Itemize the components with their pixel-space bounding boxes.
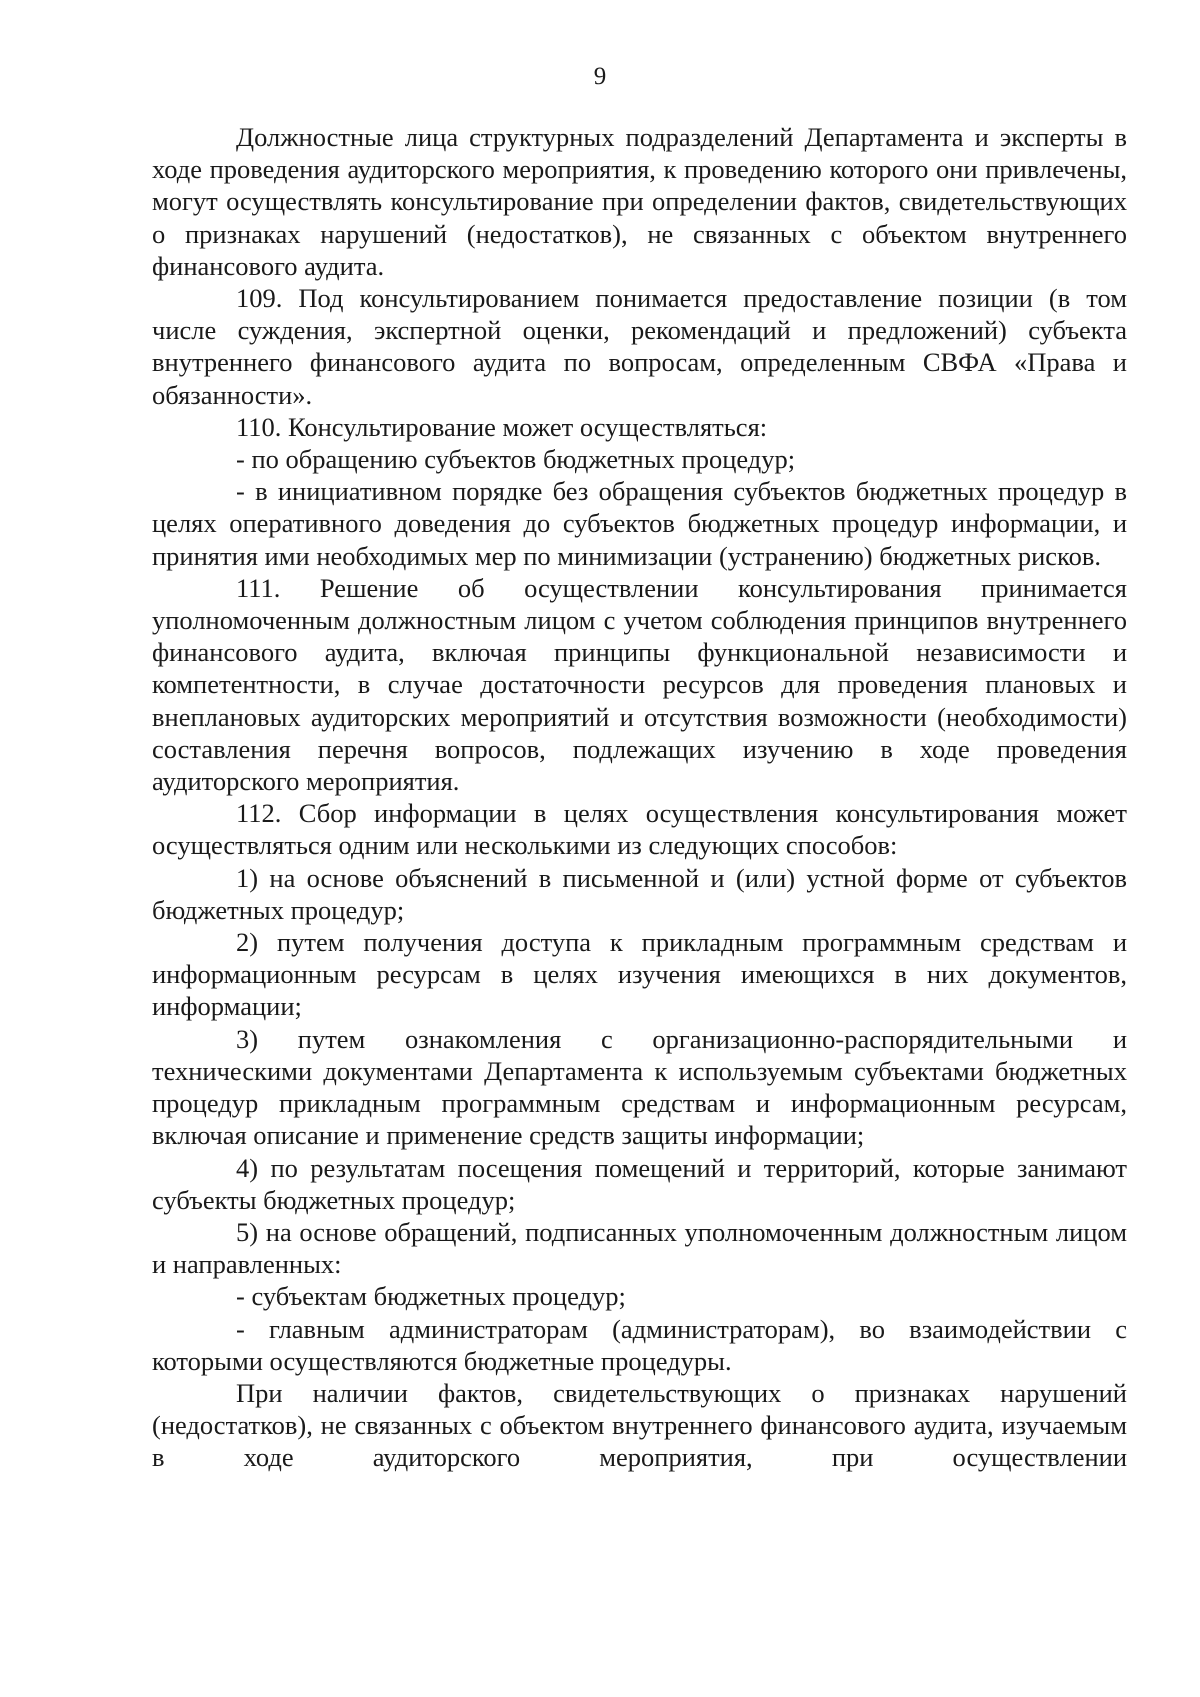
paragraph-consultation-by-officials: Должностные лица структурных подразделений Департамента и эксперты в ходе проведения аудиторского мероприятия, к проведению которого они привлечены, могут осуществлять консультирование при определении фактов, свидетельствующих о признаках нарушений (недостатков), не связанных с объектом внутреннего финансового аудита. [152,122,1127,281]
list-item-method-3: 3) путем ознакомления с организационно-распорядительными и техническими документами Департамента к используемым субъектами бюджетных процедур прикладным программным средствам и информационным ресурсам, включая описание и применение средств защиты информации; [152,1023,1127,1151]
sub-item-budget-subjects: - субъектам бюджетных процедур; [236,1281,626,1312]
list-item-method-4: 4) по результатам посещения помещений и территорий, которые занимают субъекты бюджетных процедур; [152,1152,1127,1215]
sub-item-chief-administrators: - главным администраторам (администраторам), во взаимодействии с которыми осуществляются бюджетные процедуры. [152,1313,1127,1376]
list-item-by-request: - по обращению субъектов бюджетных процедур; [236,444,796,475]
paragraph-111: 111. Решение об осуществлении консультирования принимается уполномоченным должностным лицом с учетом соблюдения принципов внутреннего финансового аудита, включая принципы функциональной независимости и компетентности, в случае достаточности ресурсов для проведения плановых и внеплановых аудиторских мероприятий и отсутствия возможности (необходимости) составления перечня вопросов, подлежащих изучению в ходе проведения аудиторского мероприятия. [152,572,1127,797]
page-number: 9 [593,63,607,90]
paragraph-110: 110. Консультирование может осуществляться: [236,411,768,442]
paragraph-112: 112. Сбор информации в целях осуществления консультирования может осуществляться одним или несколькими из следующих способов: [152,798,1127,861]
list-item-on-initiative: - в инициативном порядке без обращения субъектов бюджетных процедур в целях оперативного доведения до субъектов бюджетных процедур информации, и принятия ими необходимых мер по минимизации (устранению) бюджетных рисков. [152,476,1127,571]
list-item-method-5: 5) на основе обращений, подписанных уполномоченным должностным лицом и направленных: [152,1216,1127,1280]
paragraph-facts-of-violations: При наличии фактов, свидетельствующих о признаках нарушений (недостатков), не связанных с объектом внутреннего финансового аудита, изучаемым в ходе аудиторского мероприятия, при осуществлении [152,1377,1127,1473]
list-item-method-1: 1) на основе объяснений в письменной и (или) устной форме от субъектов бюджетных процедур; [152,862,1127,925]
paragraph-109: 109. Под консультированием понимается предоставление позиции (в том числе суждения, экспертной оценки, рекомендаций и предложений) субъекта внутреннего финансового аудита по вопросам, определенным СВФА «Права и обязанности». [152,283,1127,410]
document-body [152,121,1127,1474]
list-item-method-2: 2) путем получения доступа к прикладным программным средствам и информационным ресурсам в целях изучения имеющихся в них документов, информации; [152,927,1127,1022]
